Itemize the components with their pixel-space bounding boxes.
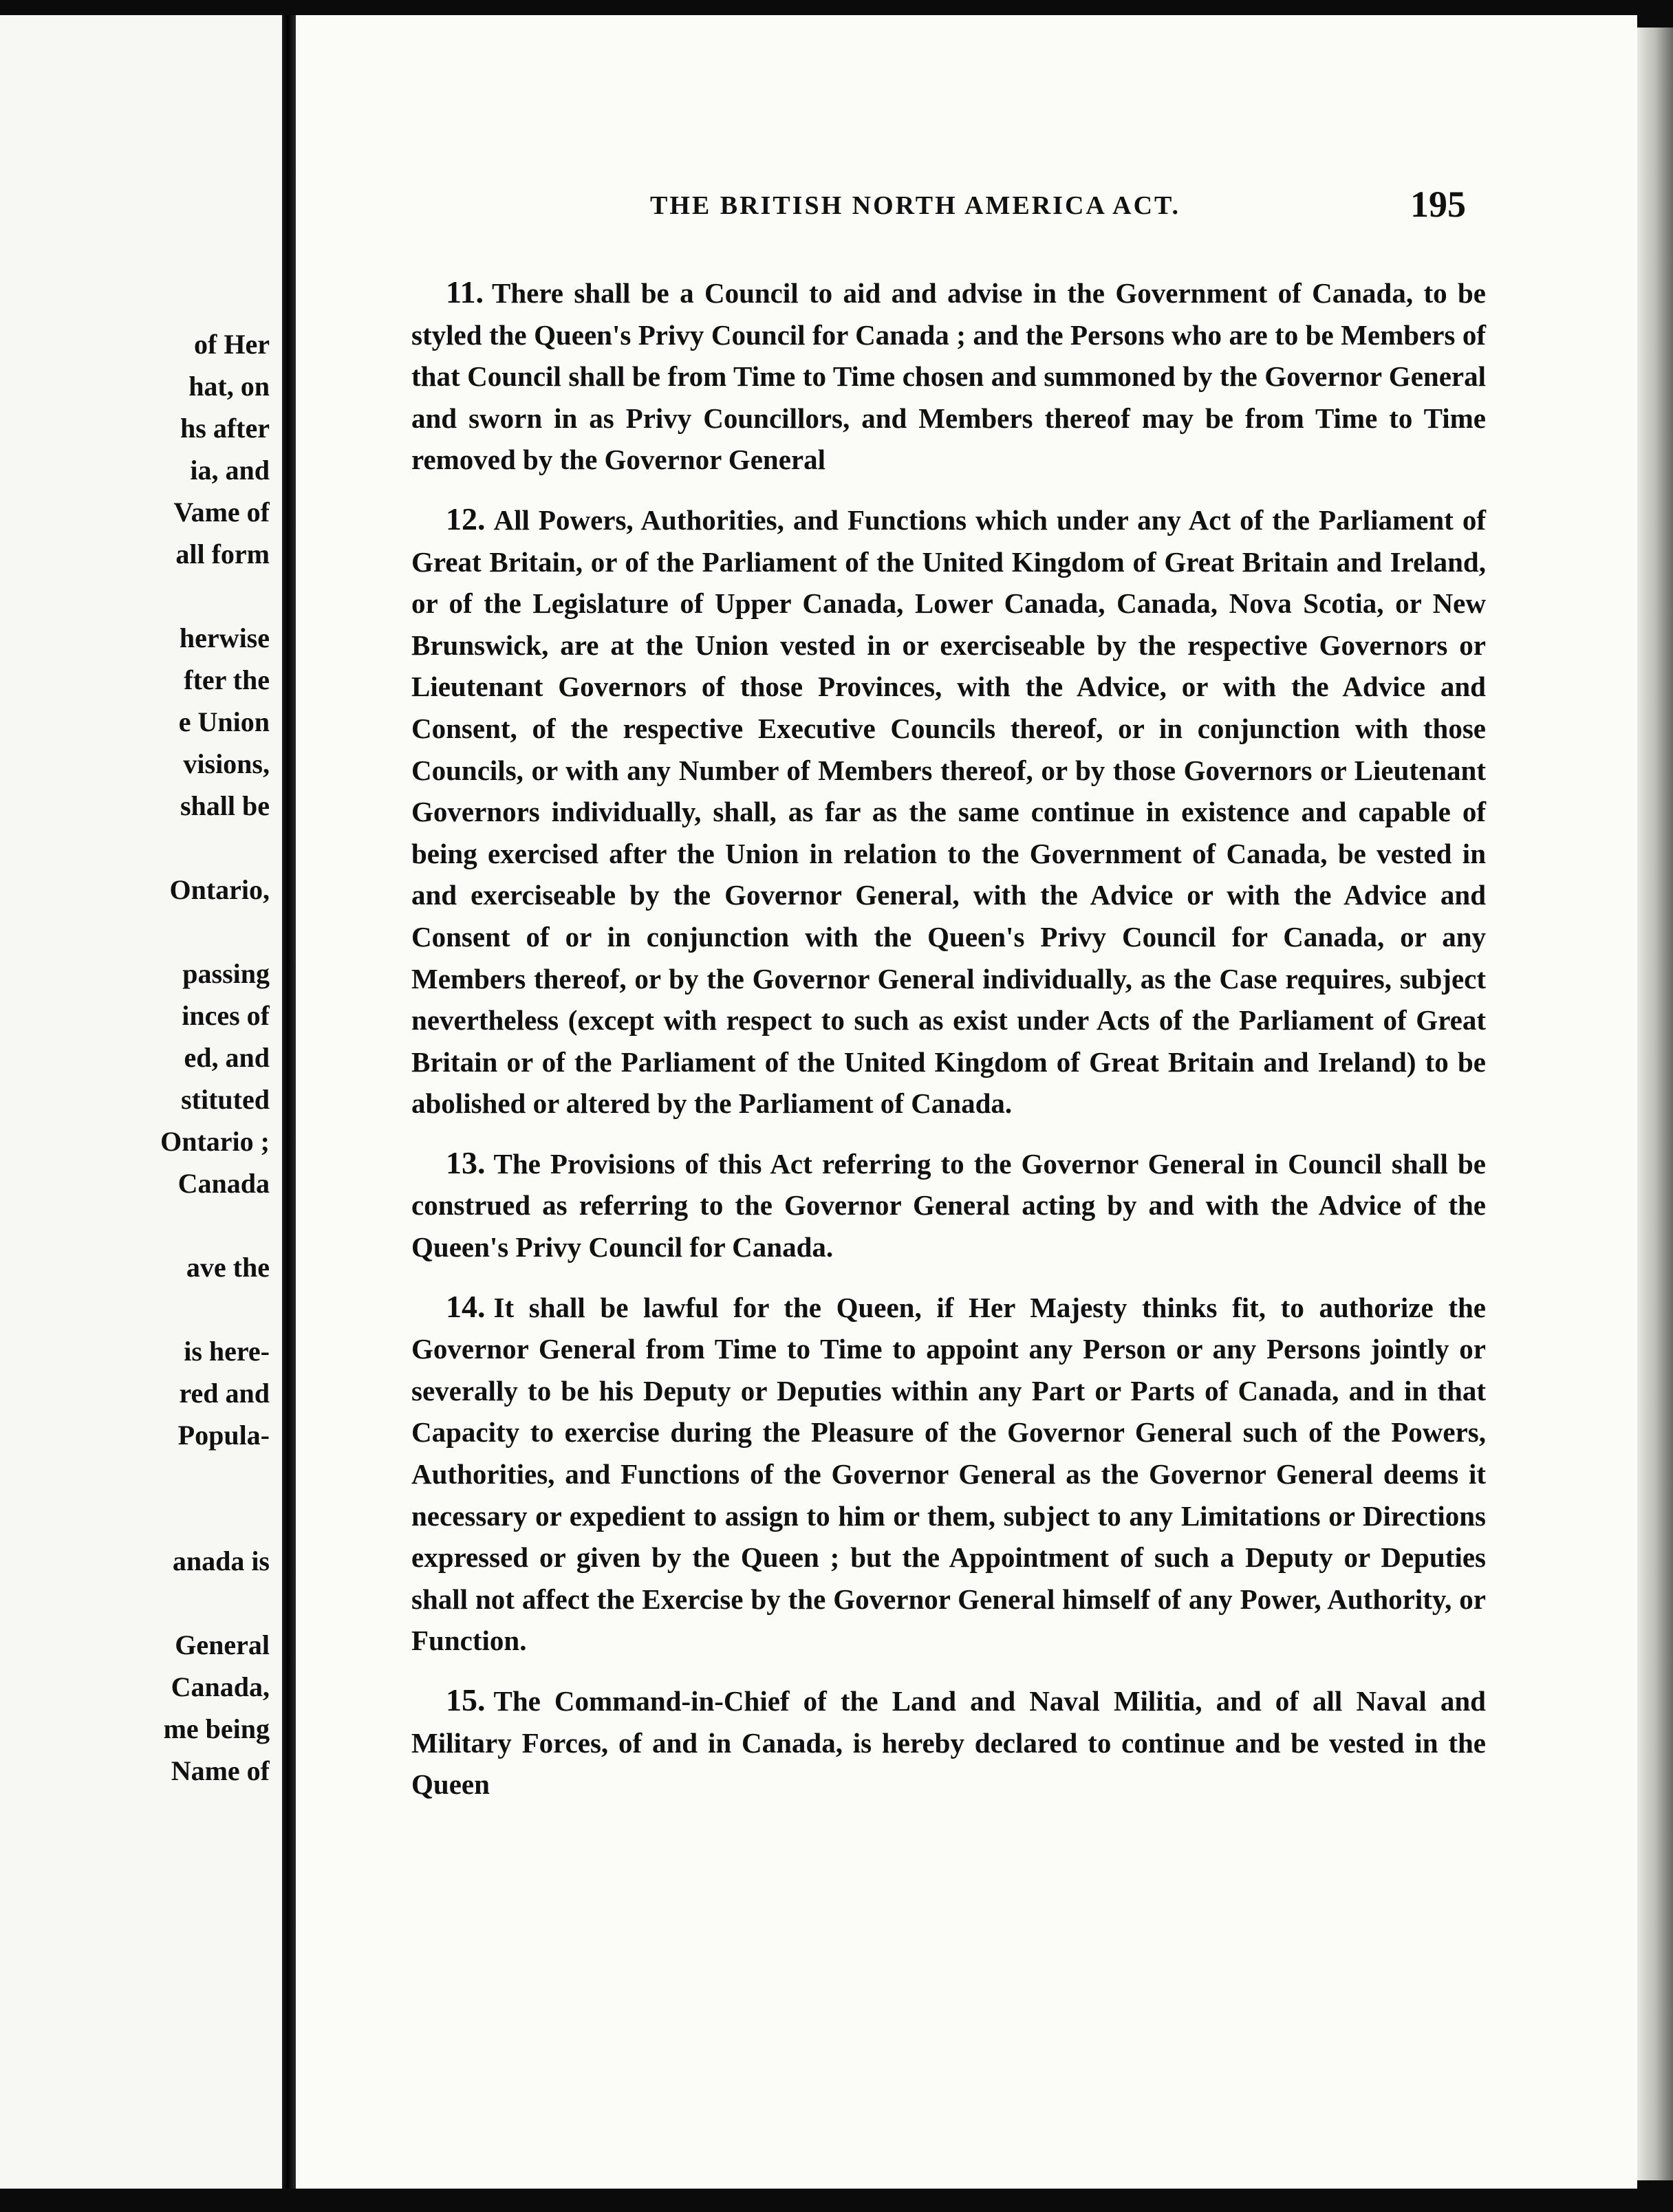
section-paragraph bbox=[411, 272, 1486, 481]
section-paragraph bbox=[411, 1680, 1486, 1806]
left-page-line bbox=[0, 1288, 270, 1330]
left-page-line: Canada, bbox=[171, 1671, 270, 1702]
left-page-line: Canada bbox=[177, 1168, 270, 1199]
left-page-line: ia, and bbox=[190, 455, 270, 486]
section-13 bbox=[411, 1142, 1486, 1268]
left-page-line: hs after bbox=[180, 413, 270, 444]
left-page-line bbox=[0, 1456, 270, 1498]
left-page-line: shall be bbox=[180, 790, 270, 821]
left-page-line: Name of bbox=[171, 1755, 270, 1786]
running-head: THE BRITISH NORTH AMERICA ACT. bbox=[650, 191, 1181, 220]
left-page-line bbox=[0, 575, 270, 617]
left-page-line: anada is bbox=[172, 1546, 270, 1576]
left-page-line: ed, and bbox=[184, 1042, 270, 1073]
book-gutter bbox=[282, 15, 296, 2189]
left-page-line: visions, bbox=[183, 748, 270, 779]
left-page-line: red and bbox=[179, 1378, 270, 1409]
left-page-line bbox=[0, 1582, 270, 1624]
left-page-line: inces of bbox=[182, 1000, 270, 1031]
section-12 bbox=[411, 499, 1486, 1125]
section-number: 12. bbox=[446, 501, 486, 536]
left-page-line: of Her bbox=[194, 329, 270, 360]
section-14 bbox=[411, 1286, 1486, 1662]
left-page-line: Popula- bbox=[177, 1420, 270, 1451]
left-page-line: stituted bbox=[181, 1084, 270, 1115]
left-page-line: Vame of bbox=[173, 497, 270, 528]
section-paragraph bbox=[411, 1142, 1486, 1268]
left-page-line: e Union bbox=[178, 706, 270, 737]
page-edge-shadow bbox=[1637, 28, 1673, 2180]
left-page-fragment bbox=[0, 15, 282, 2189]
left-page-line bbox=[0, 827, 270, 869]
left-page-line: General bbox=[175, 1629, 270, 1660]
left-page-line: is here- bbox=[184, 1336, 270, 1367]
body-text bbox=[411, 272, 1486, 1823]
left-page-line: passing bbox=[182, 958, 270, 989]
section-number: 13. bbox=[446, 1145, 486, 1180]
left-page-line: hat, on bbox=[188, 371, 270, 402]
section-number: 11. bbox=[446, 274, 484, 310]
left-page-line: herwise bbox=[179, 622, 270, 653]
left-page-text-column bbox=[0, 323, 270, 1792]
left-page-line bbox=[0, 1204, 270, 1246]
left-page-line: me being bbox=[163, 1713, 270, 1744]
section-paragraph bbox=[411, 499, 1486, 1125]
left-page-line: ave the bbox=[186, 1252, 270, 1283]
section-11 bbox=[411, 272, 1486, 481]
left-page-line bbox=[0, 911, 270, 953]
left-page-line: fter the bbox=[184, 664, 270, 695]
section-number: 14. bbox=[446, 1288, 486, 1324]
left-page-line: Ontario, bbox=[169, 874, 270, 905]
section-number: 15. bbox=[446, 1682, 486, 1717]
section-text: All Powers, Authorities, and Functions which under any Act of the Parliament of Great Britain, or of the Parliament of the United Kingdom of Great Britain and Ireland, or of the Legislature of Upper Canada, Lower Canada, Canada, Nova Scotia, or New Brunswick, are at the Union vested in or exerciseable by the respective Governors or Lieutenant Governors of those Provinces, with the Advice, or with the Advice and Consent, of the respective Executive Councils thereof, or in conjunction with those Councils, or with any Number of Members thereof, or by those Governors or Lieutenant Governors individually, shall, as far as the same continue in existence and capable of being exercised after the Union in relation to the Government of Canada, be vested in and exerciseable by the Governor General, with the Advice or with the Advice and Consent of or in conjunction with the Queen's Privy Council for Canada, or any Members thereof, or by the Governor General individually, as the Case requires, subject nevertheless (except with respect to such as exist under Acts of the Parliament of Great Britain or of the Parliament of the United Kingdom of Great Britain and Ireland) to be abolished or altered by the Parliament of Canada. bbox=[411, 503, 1486, 1120]
section-text: There shall be a Council to aid and advise in the Government of Canada, to be styled the Queen's Privy Council for Canada ; and the Persons who are to be Members of that Council shall be from Time to Time chosen and summoned by the Governor General and sworn in as Privy Councillors, and Members thereof may be from Time to Time removed by the Governor General bbox=[411, 277, 1486, 476]
section-paragraph bbox=[411, 1286, 1486, 1662]
section-15 bbox=[411, 1680, 1486, 1806]
section-text: The Provisions of this Act referring to the Governor General in Council shall be construed as referring to the Governor General acting by and with the Advice of the Queen's Privy Council for Canada. bbox=[411, 1147, 1486, 1264]
left-page-line: all form bbox=[175, 539, 270, 570]
page-number: 195 bbox=[1410, 184, 1466, 225]
section-text: The Command-in-Chief of the Land and Naval Militia, and of all Naval and Military Forces, of and in Canada, is hereby declared to continue and be vested in the Queen bbox=[411, 1685, 1486, 1801]
left-page-line: Ontario ; bbox=[160, 1126, 270, 1157]
left-page-line bbox=[0, 1498, 270, 1540]
section-text: It shall be lawful for the Queen, if Her Majesty thinks fit, to authorize the Governor General from Time to Time to appoint any Person or any Persons jointly or severally to be his Deputy or Deputies within any Part or Parts of Canada, and in that Capacity to exercise during the Pleasure of the Governor General such of the Powers, Authorities, and Functions of the Governor General as the Governor General deems it necessary or expedient to assign to him or them, subject to any Limitations or Directions expressed or given by the Queen ; but the Appointment of such a Deputy or Deputies shall not affect the Exercise by the Governor General himself of any Power, Authority, or Function. bbox=[411, 1291, 1486, 1657]
